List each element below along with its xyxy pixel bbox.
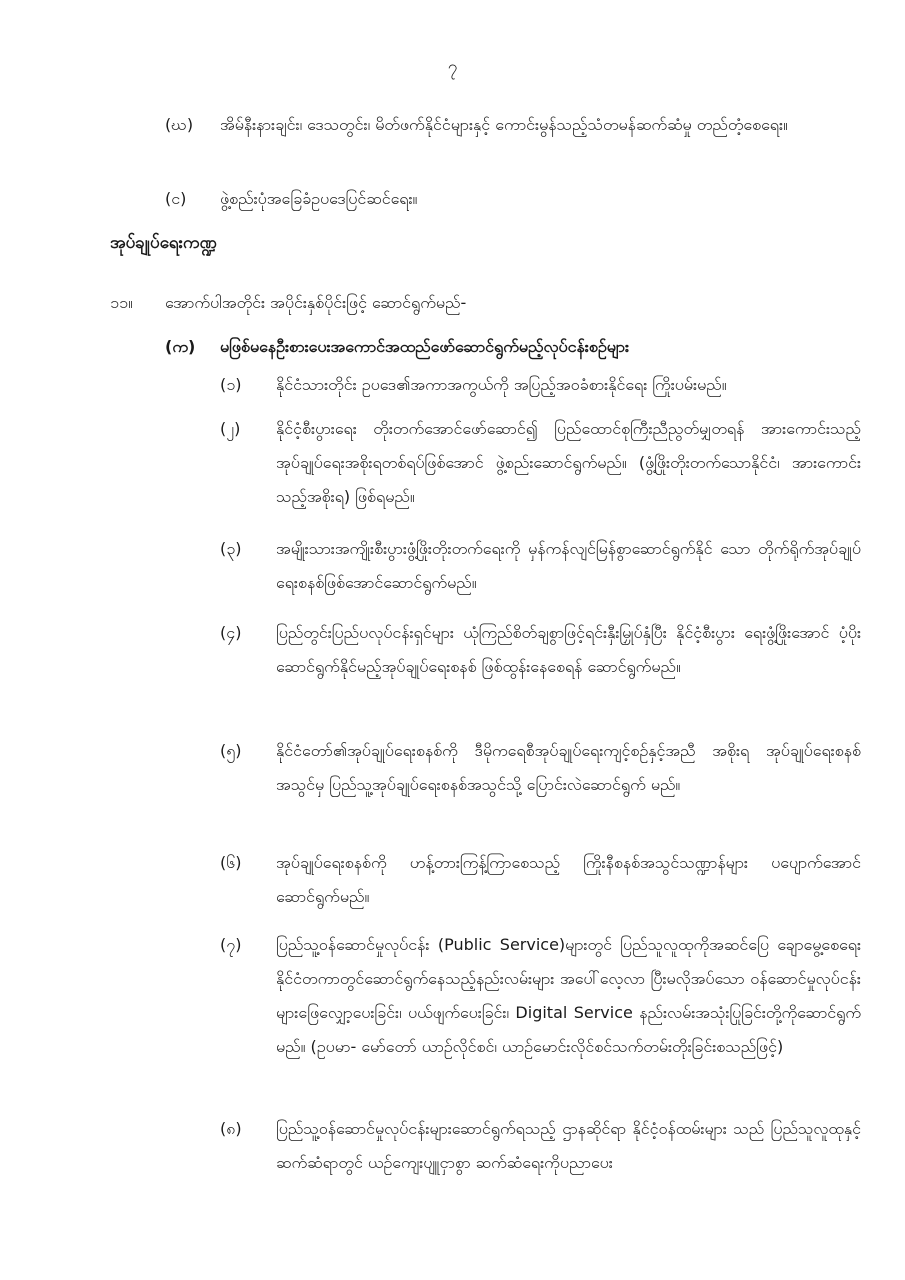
paragraph-label-11: ၁၁။ bbox=[110, 293, 133, 312]
subsection-label-ka: (က) bbox=[165, 337, 196, 356]
item-label-1: (၁) bbox=[220, 375, 242, 394]
item-text-6: အုပ်ချုပ်ရေးစနစ်ကို ဟန့်တားကြန့်ကြာစေသည့် ကြိုးနီစနစ်အသွင်သဏ္ဍာန်များ ပပျောက်အောင်ဆောင်ရွက်မည်။ bbox=[276, 853, 861, 906]
item-label-4: (၄) bbox=[220, 623, 242, 642]
item-label-2: (၂) bbox=[220, 419, 241, 438]
item-text-gha: အိမ်နီးနားချင်း၊ ဒေသတွင်း၊ မိတ်ဖက်နိုင်ငံများနှင့် ကောင်းမွန်သည့်သံတမန်ဆက်ဆံမှု တည်တံ့စေရေး။ bbox=[220, 115, 788, 134]
item-text-2: နိုင်ငံ့စီးပွားရေး တိုးတက်အောင်ဖော်ဆောင်၍ ပြည်ထောင်စုကြီးညီညွတ်မျှတရန် အားကောင်းသည့် အုပ်ချုပ်ရေးအစိုးရတစ်ရပ်ဖြစ်အောင် ဖွဲ့စည်းဆောင်ရွက်မည်။ (ဖွံ့ဖြိုးတိုးတက်သောနိုင်ငံ၊ အားကောင်းသည့်အစိုးရ) ဖြစ်ရမည်။ bbox=[276, 419, 861, 506]
item-label-nga: (င) bbox=[165, 189, 187, 208]
item-label-gha: (ဃ) bbox=[165, 115, 194, 134]
page-number: ၇ bbox=[447, 57, 458, 77]
item-text-5: နိုင်ငံတော်၏အုပ်ချုပ်ရေးစနစ်ကို ဒီမိုကရေစီအုပ်ချုပ်ရေးကျင့်စဉ်နှင့်အညီ အစိုးရ အုပ်ချုပ်ရေးစနစ်အသွင်မှ ပြည်သူ့အုပ်ချုပ်ရေးစနစ်အသွင်သို့ ပြောင်းလဲဆောင်ရွက် မည်။ bbox=[276, 741, 861, 794]
item-text-3: အမျိုးသားအကျိုးစီးပွားဖွံ့ဖြိုးတိုးတက်ရေးကို မှန်ကန်လျင်မြန်စွာဆောင်ရွက်နိုင် သော တိုက်ရိုက်အုပ်ချုပ်ရေးစနစ်ဖြစ်အောင်ဆောင်ရွက်မည်။ bbox=[276, 539, 861, 592]
subsection-title-ka: မဖြစ်မနေဦးစားပေးအကောင်အထည်ဖော်ဆောင်ရွက်မည့်လုပ်ငန်းစဉ်များ bbox=[220, 337, 630, 356]
item-label-8: (၈) bbox=[220, 1119, 242, 1138]
item-label-3: (၃) bbox=[220, 539, 242, 558]
item-text-1: နိုင်ငံသားတိုင်း ဥပဒေ၏အကာအကွယ်ကို အပြည့်အဝခံစားနိုင်ရေး ကြိုးပမ်းမည်။ bbox=[276, 375, 727, 394]
paragraph-text-11: အောက်ပါအတိုင်း အပိုင်းနှစ်ပိုင်းဖြင့် ဆောင်ရွက်မည်- bbox=[165, 293, 467, 312]
item-text-4: ပြည်တွင်းပြည်ပလုပ်ငန်းရှင်များ ယုံကြည်စိတ်ချစွာဖြင့်ရင်းနှီးမြှုပ်နှံပြီး နိုင်ငံ့စီးပွား ရေးဖွံ့ဖြိုးအောင် ပံ့ပိုးဆောင်ရွက်နိုင်မည့်အုပ်ချုပ်ရေးစနစ် ဖြစ်ထွန်းနေစေရန် ဆောင်ရွက်မည်။ bbox=[276, 623, 861, 676]
item-label-5: (၅) bbox=[220, 741, 242, 760]
item-text-7: ပြည်သူ့ဝန်ဆောင်မှုလုပ်ငန်း (Public Service)များတွင် ပြည်သူလူထုကိုအဆင်ပြေ ချောမွေ့စေရေး နိုင်ငံတကာတွင်ဆောင်ရွက်နေသည့်နည်းလမ်းများ အပေါ်လေ့လာ ပြီးမလိုအပ်သော ဝန်ဆောင်မှုလုပ်ငန်းများဖြေလျှော့ပေးခြင်း၊ ပယ်ဖျက်ပေးခြင်း၊ Digital Service နည်းလမ်းအသုံးပြုခြင်းတို့ကိုဆောင်ရွက်မည်။ (ဥပမာ- မော်တော် ယာဉ်လိုင်စင်၊ ယာဉ်မောင်းလိုင်စင်သက်တမ်းတိုးခြင်းစသည်ဖြင့်) bbox=[276, 935, 861, 1056]
item-label-7: (၇) bbox=[220, 935, 242, 954]
item-text-nga: ဖွဲ့စည်းပုံအခြေခံဥပဒေပြင်ဆင်ရေး။ bbox=[220, 189, 418, 208]
section-heading: အုပ်ချုပ်ရေးကဏ္ဍ bbox=[110, 233, 217, 253]
item-label-6: (၆) bbox=[220, 853, 242, 872]
item-text-8: ပြည်သူ့ဝန်ဆောင်မှုလုပ်ငန်းများဆောင်ရွက်ရသည့် ဌာနဆိုင်ရာ နိုင်ငံ့ဝန်ထမ်းများ သည် ပြည်သူလူထုနှင့်ဆက်ဆံရာတွင် ယဉ်ကျေးပျူငှာစွာ ဆက်ဆံရေးကိုပညာပေး bbox=[276, 1119, 861, 1172]
